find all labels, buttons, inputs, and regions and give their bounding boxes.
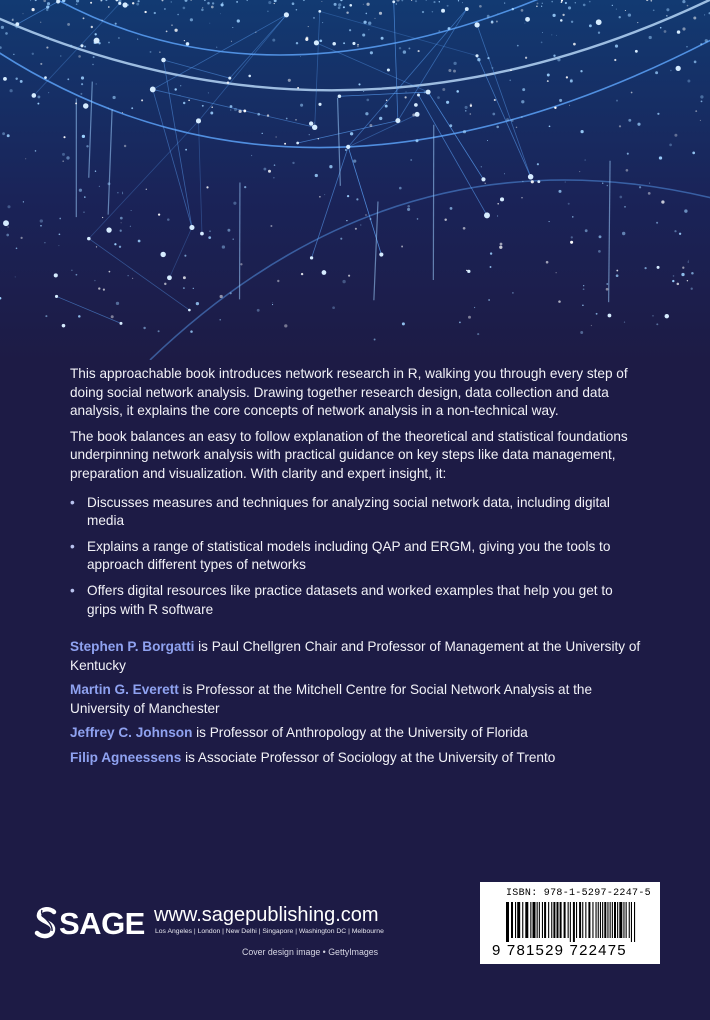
publisher-block (34, 906, 394, 966)
description-paragraph: This approachable book introduces network research in R, walking you through every step of doing social network analysis. Drawing together research design, data collection and data analysis, it explains the core concepts of network analysis in a non-technical way. (70, 366, 628, 419)
image-credit: Cover design image • GettyImages (242, 947, 379, 957)
barcode-number: 9 781529 722475 (492, 942, 627, 959)
author-name: Filip Agneessens (70, 749, 182, 765)
author-name: Martin G. Everett (70, 682, 179, 698)
isbn-label: ISBN: 978-1-5297-2247-5 (506, 888, 651, 899)
book-description (70, 365, 645, 626)
author-name: Stephen P. Borgatti (70, 639, 195, 654)
author-bio: Martin G. Everett is Professor at the Mitchell Centre for Social Network Analysis at the University of Manchester (70, 682, 593, 716)
description-paragraph: The book balances an easy to follow explanation of the theoretical and statistical foundations underpinning network analysis with practical guidance on key steps like data management, preparation and visualization. With clarity and expert insight, it: (70, 428, 628, 481)
author-bios (70, 638, 645, 774)
publisher-cities: Los Angeles | London | New Delhi | Singapore | Washington DC | Melbourne (155, 928, 384, 935)
network-graphic (0, 0, 710, 360)
feature-list (70, 494, 645, 620)
sage-s-icon (34, 907, 58, 941)
bullet-icon: • (70, 582, 75, 598)
bullet-icon: • (70, 494, 75, 510)
isbn-barcode (480, 882, 660, 964)
feature-item: • Explains a range of statistical models including QAP and ERGM, giving you the tools to approach different types of networks (70, 538, 611, 573)
author-name: Jeffrey C. Johnson (70, 725, 193, 741)
sage-wordmark: SAGE (59, 906, 145, 941)
barcode-icon (506, 902, 636, 942)
feature-item: • Discusses measures and techniques for analyzing social network data, including digital media (70, 494, 610, 529)
feature-item: • Offers digital resources like practice datasets and worked examples that help you get to grips with R software (70, 582, 613, 617)
author-bio: Jeffrey C. Johnson is Professor of Anthropology at the University of Florida (70, 725, 528, 741)
bullet-icon: • (70, 538, 75, 554)
publisher-url[interactable]: www.sagepublishing.com (154, 904, 379, 926)
author-bio: Stephen P. Borgatti is Paul Chellgren Chair and Professor of Management at the University of Kentucky (70, 639, 641, 673)
author-bio: Filip Agneessens is Associate Professor of Sociology at the University of Trento (70, 749, 556, 765)
sage-logo (34, 906, 145, 942)
